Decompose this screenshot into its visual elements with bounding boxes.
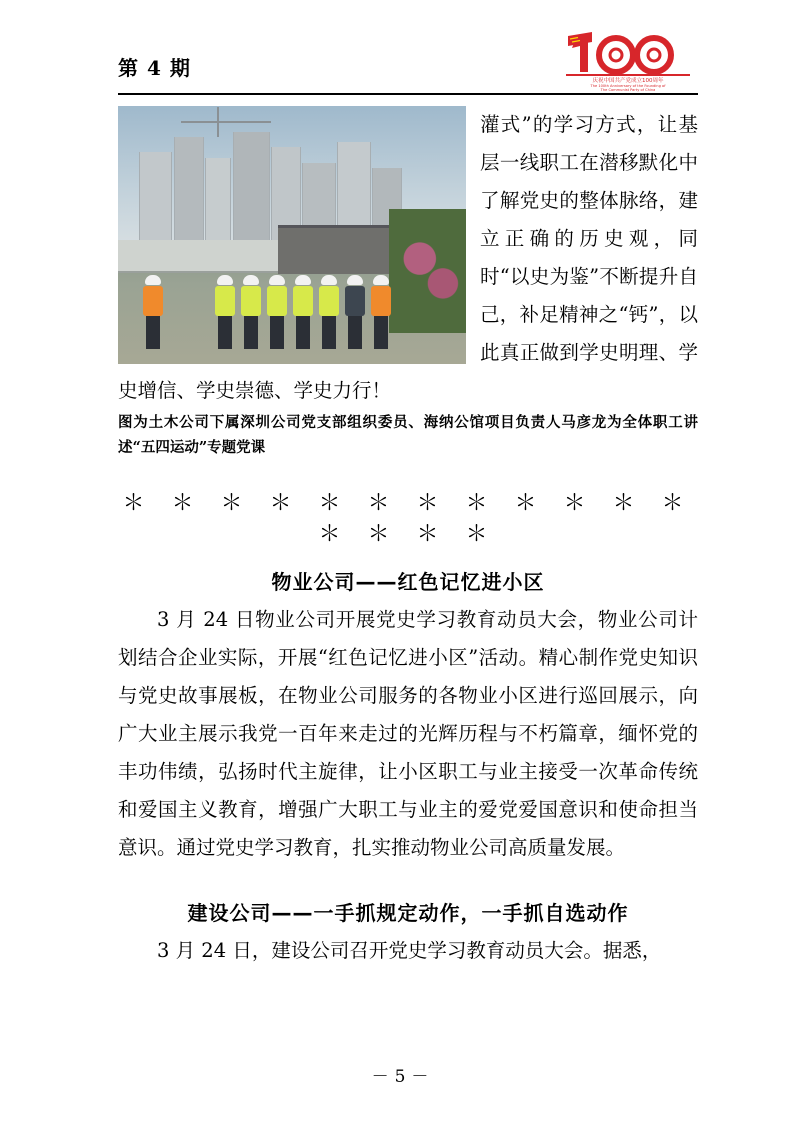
section-title-property-company: 物业公司——红色记忆进小区 [271, 570, 545, 594]
footer-dash-right: － [411, 1067, 429, 1087]
page-header [118, 30, 698, 92]
safety-vest [143, 286, 163, 316]
photo-worker [240, 275, 262, 349]
photo-worker [266, 275, 288, 349]
photo-worker [318, 275, 340, 349]
helmet-icon [217, 275, 233, 285]
photo-wall [118, 240, 278, 273]
worker-legs [270, 316, 284, 349]
paragraph-continuation: 灌式”的学习方式，让基层一线职工在潜移默化中了解党史的整体脉络，建立正确的历史观，同时“以史为鉴”不断提升自己，补足精神之“钙”，以此真正做到学史明理、学史增信、学史崇德、学史力行！ [118, 113, 698, 402]
photo-worker [214, 275, 236, 349]
svg-text:庆祝中国共产党成立100周年: 庆祝中国共产党成立100周年 [592, 78, 664, 84]
safety-vest [371, 286, 391, 316]
worker-legs [322, 316, 336, 349]
cpc-100th-anniversary-logo [558, 30, 698, 92]
photo-building [174, 137, 204, 256]
section-paragraph-construction-company: 3 月 24 日，建设公司召开党史学习教育动员大会。据悉， [157, 939, 662, 962]
svg-text:The 100th Anniversary of the F: The 100th Anniversary of the Founding of [590, 84, 666, 88]
footer-dash-left: － [371, 1067, 389, 1087]
photo-site-shed [278, 225, 396, 274]
header-divider-rule [118, 93, 698, 95]
photo-worker [344, 275, 366, 349]
helmet-icon [347, 275, 363, 285]
photo-building [233, 132, 270, 256]
worker-legs [348, 316, 362, 349]
photo-bushes [389, 209, 466, 333]
photo-caption: 图为土木公司下属深圳公司党支部组织委员、海纳公馆项目负责人马彦龙为全体职工讲述“五四运动”专题党课 [118, 414, 698, 456]
safety-vest [267, 286, 287, 316]
photo-crane [181, 121, 271, 123]
safety-vest [319, 286, 339, 316]
helmet-icon [321, 275, 337, 285]
helmet-icon [145, 275, 161, 285]
helmet-icon [295, 275, 311, 285]
worker-legs [374, 316, 388, 349]
photo-worker [370, 275, 392, 349]
safety-vest [293, 286, 313, 316]
helmet-icon [373, 275, 389, 285]
helmet-icon [269, 275, 285, 285]
safety-vest [241, 286, 261, 316]
section-divider-stars: ＊ ＊ ＊ ＊ ＊ ＊ ＊ ＊ ＊ ＊ ＊ ＊ ＊ ＊ ＊ ＊ [122, 491, 694, 547]
page-footer [0, 1062, 800, 1087]
safety-vest [215, 286, 235, 316]
worker-legs [146, 316, 160, 349]
issue-label: 第 4 期 [118, 56, 191, 80]
section-title-construction-company: 建设公司——一手抓规定动作，一手抓自选动作 [187, 901, 629, 925]
page-number: 5 [394, 1067, 406, 1087]
article-photo [118, 106, 466, 364]
photo-worker-speaker [142, 275, 164, 349]
section-paragraph-property-company: 3 月 24 日物业公司开展党史学习教育动员大会，物业公司计划结合企业实际，开展“红色记忆进小区”活动。精心制作党史知识与党史故事展板，在物业公司服务的各物业小区进行巡回展示，向广大业主展示我党一百年来走过的光辉历程与不朽篇章，缅怀党的丰功伟绩，弘扬时代主旋律，让小区职工与业主接受一次革命传统和爱国主义教育，增强广大职工与业主的爱党爱国意识和使命担当意识。通过党史学习教育，扎实推动物业公司高质量发展。 [118, 608, 698, 859]
photo-worker [292, 275, 314, 349]
page-content [118, 100, 698, 970]
helmet-icon [243, 275, 259, 285]
worker-legs [296, 316, 310, 349]
worker-legs [218, 316, 232, 349]
svg-text:The Communist Party of China: The Communist Party of China [600, 88, 656, 92]
worker-legs [244, 316, 258, 349]
safety-vest [345, 286, 365, 316]
